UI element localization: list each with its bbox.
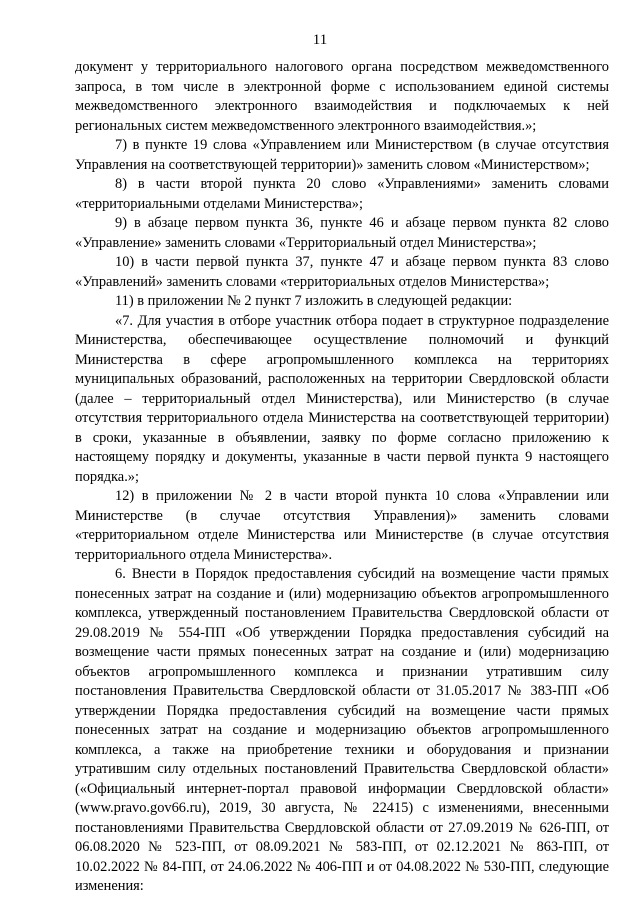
paragraph: 10) в части первой пункта 37, пункте 47 и абзаце первом пункта 83 слово «Управлений» заменить словами «территориальных отделов Министерства»; (75, 254, 609, 290)
paragraph: 8) в части второй пункта 20 слово «Управлениями» заменить словами «территориальными отделами Министерства»; (75, 176, 609, 212)
paragraph: 11) в приложении № 2 пункт 7 изложить в следующей редакции: (115, 293, 513, 309)
paragraph: «7. Для участия в отборе участник отбора подает в структурное подразделение Министерства, обеспечивающее осуществление полномочий и функций Министерства в сфере агропромышленного комплекса на территориях муниципальных образований, расположенных на территории Свердловской области (далее – территориальный отдел Министерства), или Министерство (в случае отсутствия территориального отдела Министерства на соответствующей территории) в сроки, указанные в объявлении, заявку по форме согласно приложению к настоящему порядку и документы, указанные в части первой пункта 9 настоящего порядка.»; (75, 312, 609, 485)
paragraph: 12) в приложении № 2 в части второй пункта 10 слова «Управлении или Министерстве (в случае отсутствия Управления)» заменить словами «территориальном отделе Министерства или Министерстве (в случае отсутствия территориального отдела Министерства». (75, 488, 609, 563)
page-number: 11 (312, 32, 328, 48)
paragraph: документ у территориального налогового органа посредством межведомственного запроса, в том числе в электронной форме с использованием единой системы межведомственного электронного взаимодействия и подключаемых к ней региональных систем межведомственного электронного взаимодействия.»; (75, 59, 609, 134)
paragraph: 7) в пункте 19 слова «Управлением или Министерством (в случае отсутствия Управления на соответствующей территории)» заменить словом «Министерством»; (75, 137, 609, 173)
paragraph: 9) в абзаце первом пункта 36, пункте 46 и абзаце первом пункта 82 слово «Управление» заменить словами «Территориальный отдел Министерства»; (75, 215, 609, 251)
paragraph: 6. Внести в Порядок предоставления субсидий на возмещение части прямых понесенных затрат на создание и (или) модернизацию объектов агропромышленного комплекса, утвержденный постановлением Правительства Свердловской области от 29.08.2019 № 554-ПП «Об утверждении Порядка предоставления субсидий на возмещение части прямых понесенных затрат на создание и (или) модернизацию объектов агропромышленного комплекса и признании утратившим силу постановления Правительства Свердловской области от 31.05.2017 № 383-ПП «Об утверждении Порядка предоставления субсидий на возмещение части прямых понесенных затрат на создание и модернизацию объектов агропромышленного комплекса, а также на приобретение техники и оборудования и признании утратившим силу отдельных постановлений Правительства Свердловской области» («Официальный интернет-портал правовой информации Свердловской области» (www.pravo.gov66.ru), 2019, 30 августа, № 22415) с изменениями, внесенными постановлениями Правительства Свердловской области от 27.09.2019 № 626-ПП, от 06.08.2020 № 523-ПП, от 08.09.2021 № 583-ПП, от 02.12.2021 № 863-ПП, от 10.02.2022 № 84-ПП, от 24.06.2022 № 406-ПП и от 04.08.2022 № 530-ПП, следующие изменения: (75, 566, 609, 894)
document-body (75, 58, 609, 897)
